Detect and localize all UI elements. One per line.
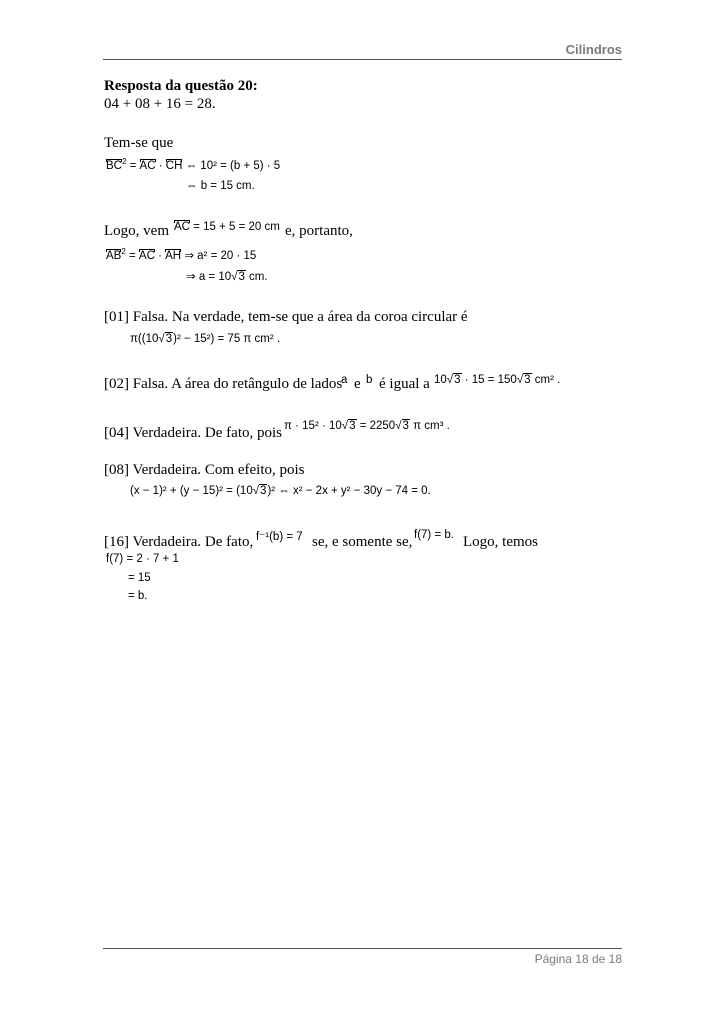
item-02-text: [02] Falsa. A área do retângulo de lados (104, 376, 343, 392)
segment-ah: AH (165, 250, 182, 262)
intro-lead: Tem-se que (104, 135, 174, 151)
logo-equation-1: AB $^2$ = AC · AH ⇒ a² = 20 · 15 (106, 247, 257, 262)
item-02-and: e (354, 376, 361, 392)
page-number: Página 18 de 18 (534, 952, 622, 966)
item-16-f7-math: f(7) = b. (414, 529, 454, 541)
footer-rule (103, 948, 622, 949)
header-title: Cilindros (565, 42, 622, 57)
item-16-line-3: = b. (128, 590, 148, 602)
logo-lead: Logo, vem (104, 223, 169, 239)
logo-ac-equation: AC = 15 + 5 = 20 cm (174, 221, 280, 233)
segment-bc: BC (106, 160, 122, 172)
logo-tail: e, portanto, (285, 223, 353, 239)
item-02-math: 10√3 · 15 = 150√3 cm² . (434, 374, 561, 386)
answer-sum: 04 + 08 + 16 = 28. (104, 96, 216, 112)
header-rule (103, 59, 622, 60)
item-01-math: π((10√3)² − 15²) = 75 π cm² . (130, 333, 281, 345)
answer-heading: Resposta da questão 20: (104, 78, 258, 94)
segment-ab: AB (106, 250, 122, 262)
segment-ac: AC (139, 160, 156, 172)
item-08-math: (x − 1)² + (y − 15)² = (10√3)² ⇔ x² − 2x + y² − 30y − 74 = 0. (130, 485, 431, 497)
item-08-text: [08] Verdadeira. Com efeito, pois (104, 462, 305, 478)
item-02-tail: é igual a (379, 376, 430, 392)
intro-equation-1: BC $^2$ = AC · CH ⇔ 10² = (b + 5) · 5 (106, 157, 281, 172)
item-16-inverse-math: f⁻¹(b) = 7 (256, 531, 303, 543)
item-01-text: [01] Falsa. Na verdade, tem-se que a área da coroa circular é (104, 309, 468, 325)
segment-ac: AC (174, 221, 190, 233)
item-16-line-1: f(7) = 2 · 7 + 1 (106, 553, 179, 565)
logo-equation-2: ⇒ a = 10√3 cm. (186, 271, 268, 283)
segment-ac: AC (138, 250, 155, 262)
item-02-var-a: a (341, 374, 348, 386)
item-16-line-2: = 15 (128, 572, 151, 584)
item-16-text: [16] Verdadeira. De fato, (104, 534, 254, 550)
intro-equation-2: ⇔ b = 15 cm. (186, 180, 255, 192)
item-04-math: π · 15² · 10√3 = 2250√3 π cm³ . (284, 420, 450, 432)
segment-ch: CH (165, 160, 183, 172)
item-16-mid: se, e somente se, (312, 534, 413, 550)
item-02-var-b: b (366, 374, 373, 386)
item-16-tail: Logo, temos (463, 534, 538, 550)
item-04-text: [04] Verdadeira. De fato, pois (104, 425, 282, 441)
